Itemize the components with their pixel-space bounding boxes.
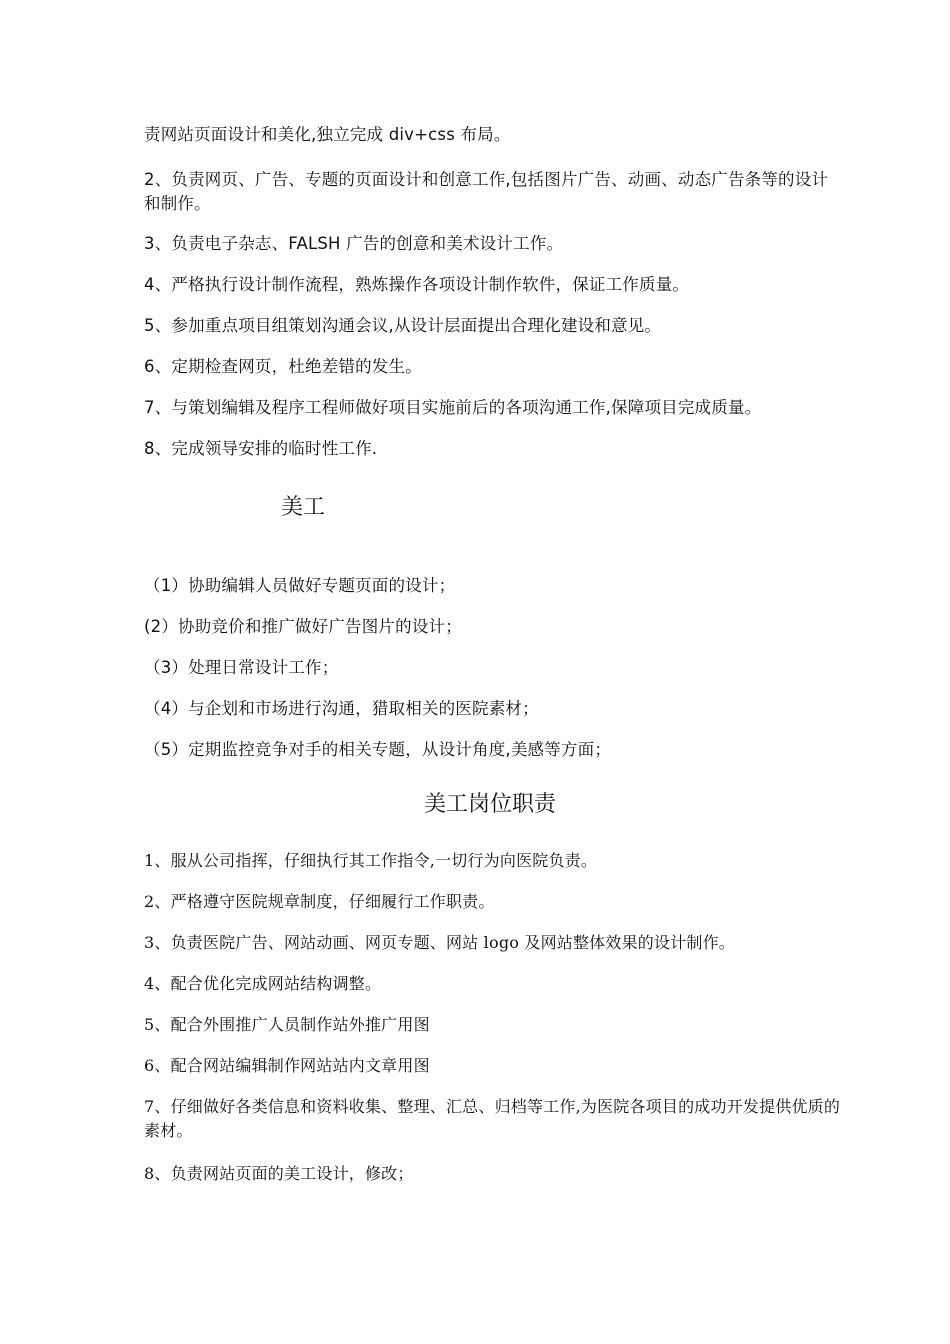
paragraph-s1-line1: 责网站页面设计和美化,独立完成 div+css 布局。 <box>144 125 511 144</box>
paragraph-s3-line7: 7、仔细做好各类信息和资料收集、整理、汇总、归档等工作,为医院各项目的成功开发提供优质的素材。 <box>144 1097 841 1140</box>
paragraph-s1-line3: 3、负责电子杂志、FALSH 广告的创意和美术设计工作。 <box>144 234 564 253</box>
paragraph-s2-line2: (2）协助竞价和推广做好广告图片的设计； <box>144 617 462 636</box>
paragraph-s3-line4: 4、配合优化完成网站结构调整。 <box>144 974 382 993</box>
section-heading-duties: 美工岗位职责 <box>424 792 557 817</box>
paragraph-s2-line3: （3）处理日常设计工作； <box>144 658 339 677</box>
paragraph-s3-line6: 6、配合网站编辑制作网站站内文章用图 <box>144 1056 430 1075</box>
paragraph-s3-line3: 3、负责医院广告、网站动画、网页专题、网站 logo 及网站整体效果的设计制作。 <box>144 933 735 952</box>
paragraph-s3-line1: 1、服从公司指挥，仔细执行其工作指令,一切行为向医院负责。 <box>144 851 598 870</box>
paragraph-s3-line5: 5、配合外围推广人员制作站外推广用图 <box>144 1015 430 1034</box>
paragraph-s1-line6: 6、定期检查网页，杜绝差错的发生。 <box>144 357 422 376</box>
paragraph-s1-line7: 7、与策划编辑及程序工程师做好项目实施前后的各项沟通工作,保障项目完成质量。 <box>144 398 762 417</box>
paragraph-s3-line8: 8、负责网站页面的美工设计，修改； <box>144 1164 414 1183</box>
paragraph-s2-line5: （5）定期监控竞争对手的相关专题，从设计角度,美感等方面； <box>144 740 612 759</box>
paragraph-s2-line1: （1）协助编辑人员做好专题页面的设计； <box>144 576 456 595</box>
paragraph-s1-line2: 2、负责网页、广告、专题的页面设计和创意工作,包括图片广告、动画、动态广告条等的设计和制作。 <box>144 170 829 213</box>
paragraph-s1-line5: 5、参加重点项目组策划沟通会议,从设计层面提出合理化建设和意见。 <box>144 316 662 335</box>
paragraph-s1-line8: 8、完成领导安排的临时性工作. <box>144 439 378 458</box>
section-heading-meigong: 美工 <box>281 495 326 520</box>
paragraph-s1-line4: 4、严格执行设计制作流程，熟炼操作各项设计制作软件，保证工作质量。 <box>144 275 690 294</box>
paragraph-s2-line4: （4）与企划和市场进行沟通，猎取相关的医院素材； <box>144 699 539 718</box>
paragraph-s3-line2: 2、严格遵守医院规章制度，仔细履行工作职责。 <box>144 892 495 911</box>
